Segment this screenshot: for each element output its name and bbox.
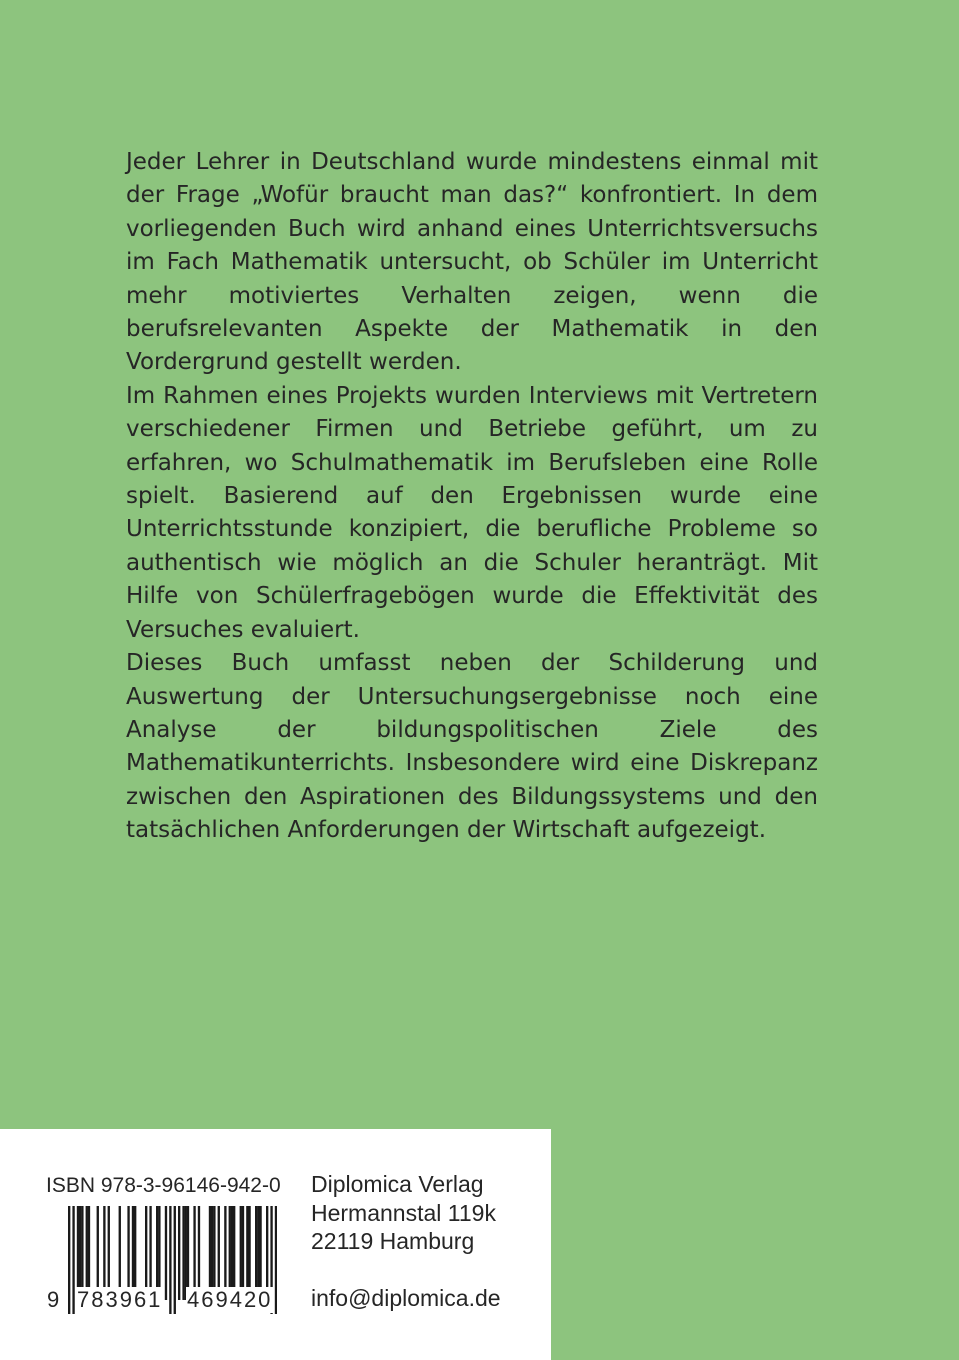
barcode-bar <box>233 1206 235 1300</box>
barcode-bar <box>145 1206 147 1300</box>
barcode-bar <box>156 1206 158 1300</box>
publisher-street: Hermannstal 119k <box>311 1199 496 1226</box>
barcode-bar <box>242 1206 244 1300</box>
barcode-bar <box>108 1206 110 1300</box>
barcode-digits-left: 783961 <box>77 1287 163 1312</box>
blurb-paragraph-2: Im Rahmen eines Projekts wurden Interviews mit Vertretern verschiedener Firmen und Betriebe geführt, um zu erfahren, wo Schulmathematik im Berufsleben eine Rolle spielt. Basierend auf den Ergebnissen wurde eine Unterrichtsstunde konzipiert, die berufliche Probleme so authentisch wie möglich an die Schuler heranträgt. Mit Hilfe von Schülerfragebögen wurde die Effektivität des Versuches evaluiert. <box>126 382 818 643</box>
barcode-bar <box>209 1206 211 1300</box>
barcode-bar <box>213 1206 215 1300</box>
barcode-bar <box>259 1206 261 1300</box>
barcode-bar <box>185 1206 187 1300</box>
barcode-bar <box>132 1206 134 1300</box>
publisher-address <box>311 1170 501 1312</box>
publisher-email: info@diplomica.de <box>311 1284 501 1311</box>
barcode-digits <box>46 1287 282 1317</box>
barcode-bar <box>240 1206 242 1300</box>
barcode-bar <box>134 1206 136 1300</box>
barcode-bar <box>198 1206 200 1300</box>
barcode-bar <box>149 1206 151 1300</box>
barcode-digits-right: 469420 <box>187 1287 273 1312</box>
barcode-bar <box>77 1206 79 1300</box>
barcode-bar <box>182 1206 184 1300</box>
barcode-bar <box>257 1206 259 1300</box>
barcode-bar <box>211 1206 213 1300</box>
barcode-bar <box>158 1206 160 1300</box>
blurb-paragraph-1: Jeder Lehrer in Deutschland wurde mindestens einmal mit der Frage „Wofür braucht man das?“ konfrontiert. In dem vorliegenden Buch wird anhand eines Unterrichtsversuchs im Fach Mathematik untersucht, ob Schüler im Unterricht mehr motiviertes Verhalten zeigen, wenn die berufsrelevanten Aspekte der Mathematik in den Vordergrund gestellt werden. <box>126 149 818 376</box>
back-cover-blurb <box>126 146 818 848</box>
barcode-bar <box>255 1206 257 1300</box>
barcode-bar <box>178 1206 180 1300</box>
blurb-paragraph-3: Dieses Buch umfasst neben der Schilderung und Auswertung der Untersuchungsergebnisse noch eine Analyse der bildungspolitischen Ziele des Mathematikunterrichts. Insbesondere wird eine Diskrepanz zwischen den Aspirationen des Bildungssystems und den tatsächlichen Anforderungen der Wirtschaft aufgezeigt. <box>126 650 818 844</box>
barcode-bar <box>248 1206 250 1300</box>
barcode-bar <box>266 1206 268 1300</box>
isbn-label: ISBN 978-3-96146-942-0 <box>46 1174 281 1197</box>
barcode-bar <box>86 1206 88 1300</box>
barcode-bar <box>103 1206 105 1300</box>
barcode-bar <box>246 1206 248 1300</box>
barcode-bar <box>97 1206 99 1300</box>
barcode-bar <box>127 1206 129 1300</box>
barcode-bar <box>193 1206 195 1300</box>
barcode-bar <box>81 1206 83 1300</box>
barcode-bar <box>231 1206 233 1300</box>
barcode-bar <box>218 1206 220 1300</box>
barcode-bar <box>79 1206 81 1300</box>
barcode-bar <box>88 1206 90 1300</box>
publisher-name: Diplomica Verlag <box>311 1171 484 1197</box>
barcode-bar <box>119 1206 121 1300</box>
barcode-bar <box>229 1206 231 1300</box>
barcode-bar <box>165 1206 167 1300</box>
publisher-city: 22119 Hamburg <box>311 1228 475 1254</box>
barcode-bar <box>224 1206 226 1300</box>
barcode-digit-lead: 9 <box>47 1287 60 1312</box>
barcode-bar <box>187 1206 189 1300</box>
